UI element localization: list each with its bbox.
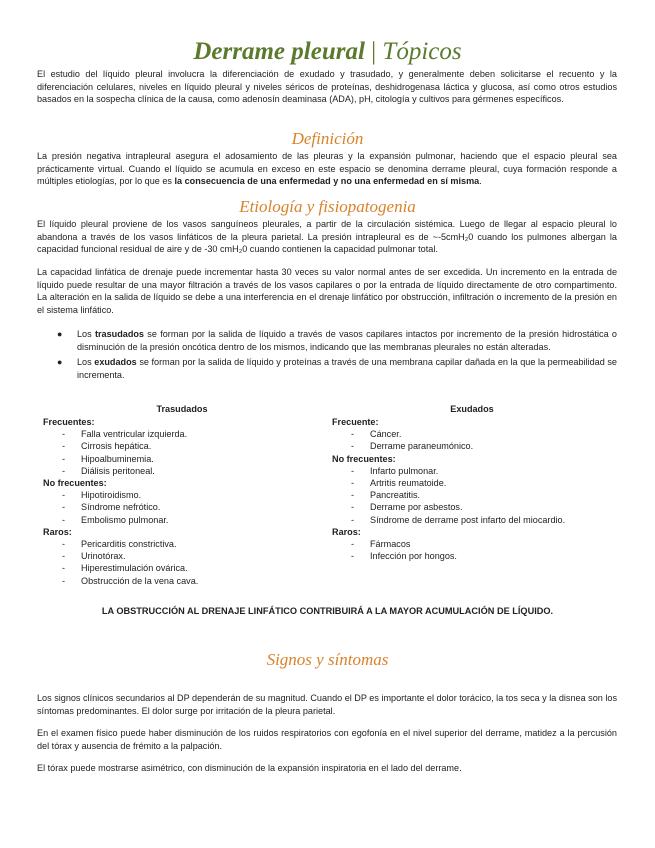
trasudados-item-text: Hipotiroidismo. <box>81 490 142 501</box>
exudados-item-text: Cáncer. <box>370 429 402 440</box>
exudados-group-label: No frecuentes: <box>332 453 396 464</box>
dash-icon: - <box>62 539 66 550</box>
bullet-text: Los <box>77 357 95 367</box>
bullet-exudados <box>37 356 617 381</box>
trasudados-item-text: Hiperestimulación ovárica. <box>81 563 188 574</box>
exudados-item-text: Síndrome de derrame post infarto del miocardio. <box>370 514 566 525</box>
trasudados-list-item <box>43 550 321 562</box>
trasudados-list-item <box>43 428 321 440</box>
etiologia-paragraph-2: La capacidad linfática de drenaje puede incrementar hasta 30 veces su valor normal antes de ser excedida. Un incremento en la entrada de líquido puede resultar de una mayor filtración a través de los vasos capilares o por la entrada de líquido directamente de otro compartimento. La alteración en la salida de líquido se debe a una interferencia en el drenaje linfático por obstrucción, infiltración o incremento de la presión en el sistema linfático. <box>37 267 617 315</box>
dash-icon: - <box>351 441 355 452</box>
exudados-item-text: Derrame paraneumónico. <box>370 441 474 452</box>
exudados-group-label: Frecuente: <box>332 417 379 427</box>
dash-icon: - <box>62 429 66 440</box>
dash-icon: - <box>62 490 66 501</box>
bullet-bold: exudados <box>94 357 137 367</box>
exudados-item-text: Infarto pulmonar. <box>370 465 439 476</box>
heading-definicion: Definición <box>291 129 364 148</box>
heading-signos: Signos y síntomas <box>266 650 389 669</box>
exudados-list-item <box>332 550 612 562</box>
exudados-item-text: Fármacos <box>370 539 411 550</box>
dash-icon: - <box>62 453 66 464</box>
dash-icon: - <box>351 502 355 513</box>
trasudados-item-text: Síndrome nefrótico. <box>81 502 161 513</box>
trasudados-item-text: Diálisis peritoneal. <box>81 465 155 476</box>
bullet-icon: ● <box>57 329 63 339</box>
exudados-heading: Exudados <box>450 404 494 414</box>
dash-icon: - <box>62 465 66 476</box>
trasudados-list-item <box>43 562 321 574</box>
trasudados-group-label: Frecuentes: <box>43 417 95 427</box>
exudados-list-item <box>332 538 612 550</box>
dash-icon: - <box>62 563 66 574</box>
dash-icon: - <box>62 441 66 452</box>
bullet-icon: ● <box>57 357 63 367</box>
dash-icon: - <box>351 539 355 550</box>
exudados-list-item <box>332 501 612 513</box>
dash-icon: - <box>62 551 66 562</box>
definicion-text: La presión negativa intrapleural asegura el adosamiento de las pleuras y la expansión pulmonar, haciendo que el espacio pleural sea prácticamente virtual. Cuando el líquido se acumula en exceso en este espacio se denomina derrame pleural, cuya formación responde a múltiples etiologías, por lo que es <box>37 151 617 186</box>
trasudados-list-item <box>43 465 321 477</box>
trasudados-list-item <box>43 453 321 465</box>
exudados-list-item <box>332 514 612 526</box>
exudados-item-text: Derrame por asbestos. <box>370 502 463 513</box>
trasudados-item-text: Cirrosis hepática. <box>81 441 152 452</box>
bullet-trasudados <box>37 328 617 353</box>
trasudados-list-item <box>43 538 321 550</box>
dash-icon: - <box>351 514 355 525</box>
trasudados-heading: Trasudados <box>156 404 208 414</box>
dash-icon: - <box>62 514 66 525</box>
trasudados-group-label: Raros: <box>43 526 72 537</box>
trasudados-item-text: Pericarditis constrictiva. <box>81 539 177 550</box>
trasudados-list-item <box>43 489 321 501</box>
dash-icon: - <box>351 478 355 489</box>
heading-etiologia: Etiología y fisiopatogenia <box>239 197 416 216</box>
intro-paragraph: El estudio del líquido pleural involucra la diferenciación de exudado y trasudado, y generalmente deben solicitarse el recuento y la diferenciación celulares, niveles en líquido pleural y niveles séricos de proteínas, deshidrogenasa láctica y glucosa, así como otros estudios basados en la sospecha clínica de la causa, como adenosín deaminasa (ADA), pH, citología y cultivos para gérmenes específicos. <box>37 69 617 104</box>
signos-paragraph-3: El tórax puede mostrarse asimétrico, con disminución de la expansión inspiratoria en el lado del derrame. <box>37 763 462 773</box>
etiologia-paragraph-1: El líquido pleural proviene de los vasos sanguíneos pleurales, a partir de la circulación sistémica. Luego de llegar al espacio pleural lo abandona a través de los vasos linfáticos de la pleura parietal. La presión intrapleural es de ~-5cmH₂0 cuando los pulmones albergan la capacidad funcional residual de aire y de -30 cmH₂0 cuando contienen la capacidad pulmonar total. <box>37 219 617 254</box>
dash-icon: - <box>351 465 355 476</box>
trasudados-item-text: Hipoalbuminemia. <box>81 453 154 464</box>
dash-icon: - <box>62 502 66 513</box>
exudados-item-text: Pancreatitis. <box>370 490 421 501</box>
dash-icon: - <box>351 490 355 501</box>
title-separator: | <box>364 38 383 65</box>
exudados-list-item <box>332 440 612 452</box>
trasudados-list-item <box>43 514 321 526</box>
signos-paragraph-1: Los signos clínicos secundarios al DP dependerán de su magnitud. Cuando el DP es importante el dolor torácico, la tos seca y la disnea son los síntomas predominantes. El dolor surge por irritación de la pleura parietal. <box>37 693 617 716</box>
bullet-text: se forman por la salida de líquido y proteínas a través de una membrana capilar dañada en la que la permeabilidad se incrementa. <box>77 357 617 380</box>
exudados-list-item <box>332 465 612 477</box>
dash-icon: - <box>351 429 355 440</box>
trasudados-item-text: Falla ventricular izquierda. <box>81 429 188 440</box>
definicion-bold: la consecuencia de una enfermedad y no una enfermedad en sí misma <box>174 176 480 186</box>
exudados-item-text: Infección por hongos. <box>370 551 457 562</box>
trasudados-list-item <box>43 440 321 452</box>
trasudados-group-label: No frecuentes: <box>43 478 107 489</box>
trasudados-list-item <box>43 575 321 587</box>
trasudados-item-text: Obstrucción de la vena cava. <box>81 575 199 586</box>
dash-icon: - <box>62 575 66 586</box>
bullet-bold: trasudados <box>94 329 144 339</box>
page-title <box>0 38 655 66</box>
exudados-list-item <box>332 477 612 489</box>
bullet-text: se forman por la salida de líquido a través de vasos capilares intactos por incremento de la presión hidrostática o disminución de la presión oncótica dentro de los mismos, indicando que las membranas pleurales no están alteradas. <box>77 329 617 352</box>
definicion-paragraph <box>37 150 617 188</box>
signos-paragraph-2: En el examen físico puede haber disminución de los ruidos respiratorios con egofonía en el nivel superior del derrame, matidez a la percusión del tórax y ausencia de frémito a la palpación. <box>37 728 617 751</box>
title-main: Derrame pleural <box>193 38 365 65</box>
bullet-text: Los <box>77 329 95 339</box>
exudados-list-item <box>332 428 612 440</box>
etiologia-bullets <box>37 328 617 384</box>
definicion-end: . <box>479 176 482 186</box>
title-sub: Tópicos <box>382 38 462 65</box>
exudados-list-item <box>332 489 612 501</box>
trasudados-item-text: Embolismo pulmonar. <box>81 514 169 525</box>
exudados-column <box>332 403 612 562</box>
caps-note: LA OBSTRUCCIÓN AL DRENAJE LINFÁTICO CONTRIBUIRÁ A LA MAYOR ACUMULACIÓN DE LÍQUIDO. <box>101 606 554 616</box>
trasudados-column <box>43 403 321 587</box>
dash-icon: - <box>351 551 355 562</box>
exudados-item-text: Artritis reumatoide. <box>370 478 447 489</box>
trasudados-item-text: Urinotórax. <box>81 551 126 562</box>
exudados-group-label: Raros: <box>332 526 361 537</box>
trasudados-list-item <box>43 501 321 513</box>
